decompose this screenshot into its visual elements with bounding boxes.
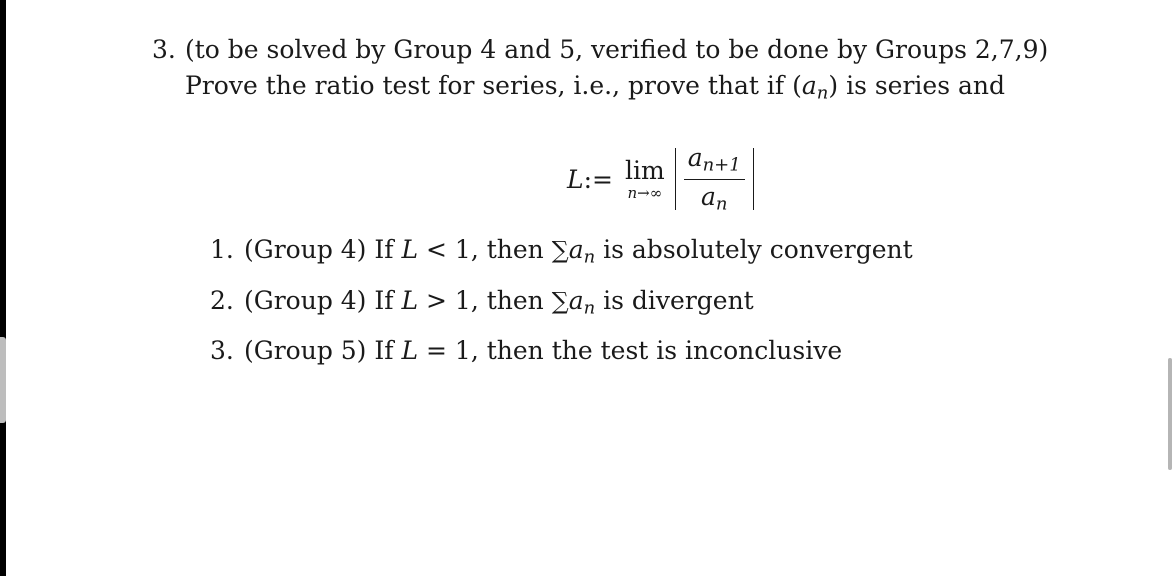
item-relation: < 1, then — [418, 235, 552, 264]
intro-variable: a — [801, 71, 817, 100]
sum-subscript: n — [583, 297, 596, 318]
intro-subscript: n — [816, 82, 829, 104]
item-prefix: (Group 4) If — [244, 285, 402, 315]
problem-heading — [152, 32, 1112, 68]
item-relation: > 1, then — [418, 285, 552, 315]
item-number: 2. — [210, 285, 234, 315]
list-item — [210, 279, 913, 330]
absolute-value — [675, 142, 754, 215]
item-prefix: (Group 5) If — [244, 336, 402, 365]
item-number: 3. — [210, 336, 234, 365]
denominator-variable: a — [700, 182, 716, 211]
item-variable: L — [401, 285, 419, 315]
vertical-scrollbar[interactable] — [1168, 358, 1172, 470]
problem-number: 3. — [152, 35, 176, 64]
item-conclusion: is divergent — [595, 285, 754, 315]
sum-symbol: ∑ — [551, 286, 569, 315]
item-variable: L — [401, 235, 419, 264]
sum-term: a — [568, 285, 584, 315]
item-conclusion: is absolutely convergent — [595, 235, 913, 264]
problem-intro — [152, 68, 1112, 112]
intro-text-after: ) is series and — [828, 71, 1005, 100]
list-item — [210, 329, 913, 372]
item-prefix: (Group 4) If — [244, 235, 402, 264]
sum-subscript: n — [583, 246, 596, 268]
problem-block — [152, 32, 1112, 112]
left-edge-bar — [0, 0, 6, 576]
limit-subscript: n→∞ — [627, 183, 663, 202]
ratio-fraction — [684, 142, 745, 215]
numerator-subscript: n+1 — [702, 154, 741, 175]
sum-symbol: ∑ — [551, 236, 569, 264]
list-item — [210, 228, 913, 279]
case-list — [210, 228, 913, 372]
numerator-variable: a — [687, 142, 703, 172]
fraction-numerator — [684, 142, 745, 181]
item-number: 1. — [210, 235, 234, 264]
problem-title: (to be solved by Group 4 and 5, verified to be done by Groups 2,7,9) — [185, 35, 1049, 64]
formula-lhs: L — [567, 164, 584, 194]
fraction-denominator — [701, 180, 728, 214]
left-drag-handle[interactable] — [0, 337, 6, 423]
ratio-formula — [567, 142, 754, 215]
formula-assign: := — [583, 164, 613, 194]
intro-text-before: Prove the ratio test for series, i.e., prove that if ( — [185, 71, 802, 100]
limit-operator — [624, 155, 665, 202]
limit-word: lim — [624, 155, 665, 185]
item-relation: = 1, then the test is inconclusive — [418, 336, 843, 365]
sum-term: a — [568, 235, 584, 264]
item-variable: L — [401, 336, 419, 365]
denominator-subscript: n — [715, 193, 728, 215]
